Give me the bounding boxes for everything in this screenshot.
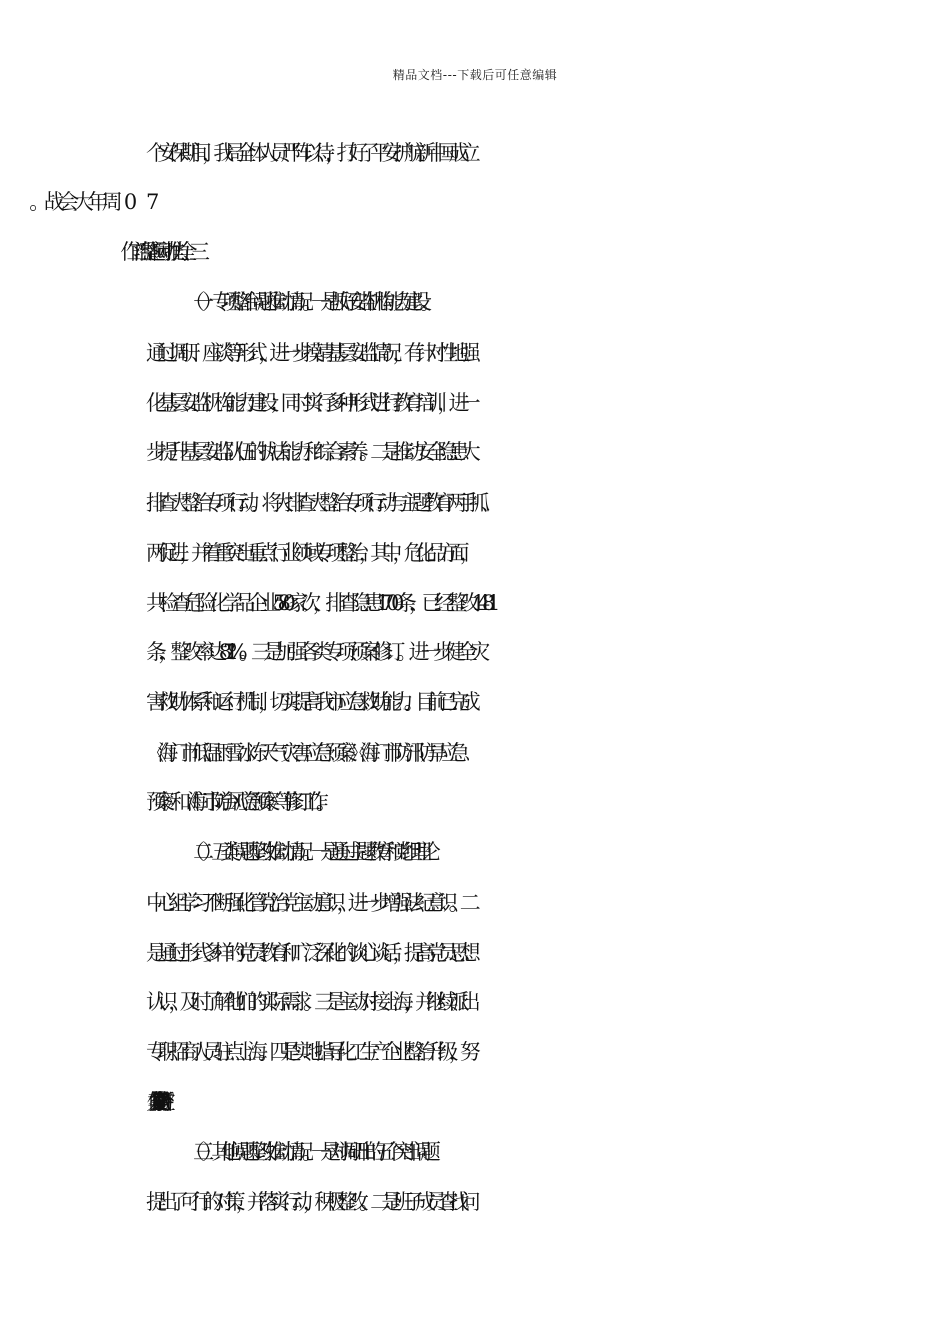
paragraph-start-line: （二）五类问题整改推动情况。一是通过主题教育和党组理论 <box>184 840 429 864</box>
body-line: 是通过形式多样的党员教育和广泛深化的谈心谈话，提高党员思想 <box>146 941 471 965</box>
body-line: 力使其各类安全风险可防可控。 <box>146 1090 156 1114</box>
body-line <box>146 188 950 216</box>
body-line: 排查大整治专项行动。将大排查大整治专项行动与主题教育两手抓、 <box>146 491 492 515</box>
body-line: 步提升基层安监队伍的执法能力和综合素养。二是推动安全隐患大 <box>146 440 471 464</box>
body-line: 专职招商人员驻点上海。四是实地指导化工生产企业整治升级，努 <box>146 1040 471 1064</box>
body-line: 提出了可行的对策，并落实行动，积极整改。二是班子成员查找问 <box>146 1190 471 1214</box>
body-line: 两促进，并着重突出重点行业领域专项整治，其中，危化品方面， <box>146 541 471 565</box>
body-line: 个安保期间，我局全体人员严阵以待，打好了平安护航新中国成立 <box>146 141 471 165</box>
page-header: 精品文档---下载后可任意编辑 <box>392 68 558 82</box>
body-line: 共检查危险化学品企业580家次，排查隐患1700条，已经整改1481 <box>146 591 492 615</box>
paragraph-start-line: （三）其他问题整改推动情况。一是对调研出的五个突出问题 <box>184 1140 429 1164</box>
body-line: 中心组学习不断强化管党治党主动意识，进一步增强法纪意识。二 <box>146 891 471 915</box>
body-line: 认识，及时了解他们的实际需求。三是主动对接上海，并继续派出 <box>146 990 471 1014</box>
body-line: 《海门市低温雨雪冰冻天气灾害应急预案》《海门市防汛防旱应急 <box>146 741 461 765</box>
body-line: 害救助体系和运行机制，切实提高我市应急救助能力。目前已完成 <box>146 690 471 714</box>
body-line: 预案》和《海门市防台风应急预案》等修订工作。 <box>146 790 324 814</box>
body-line: 通过调研、座谈等形式，进一步摸清基层安监情况，有针对性地强 <box>146 341 471 365</box>
body-line: 条，整改率达87.1 %。三是加强各类专项预案修订。进一步健全灾 <box>146 640 482 664</box>
section-heading <box>189 238 950 266</box>
paragraph-start-line: （一）专项整治问题推动情况。一是抓好安监机构能力建设。 <box>184 290 429 314</box>
body-line: 化基层安监机构能力建设；同时实行多种形式进行教育培训，进一 <box>146 391 471 415</box>
